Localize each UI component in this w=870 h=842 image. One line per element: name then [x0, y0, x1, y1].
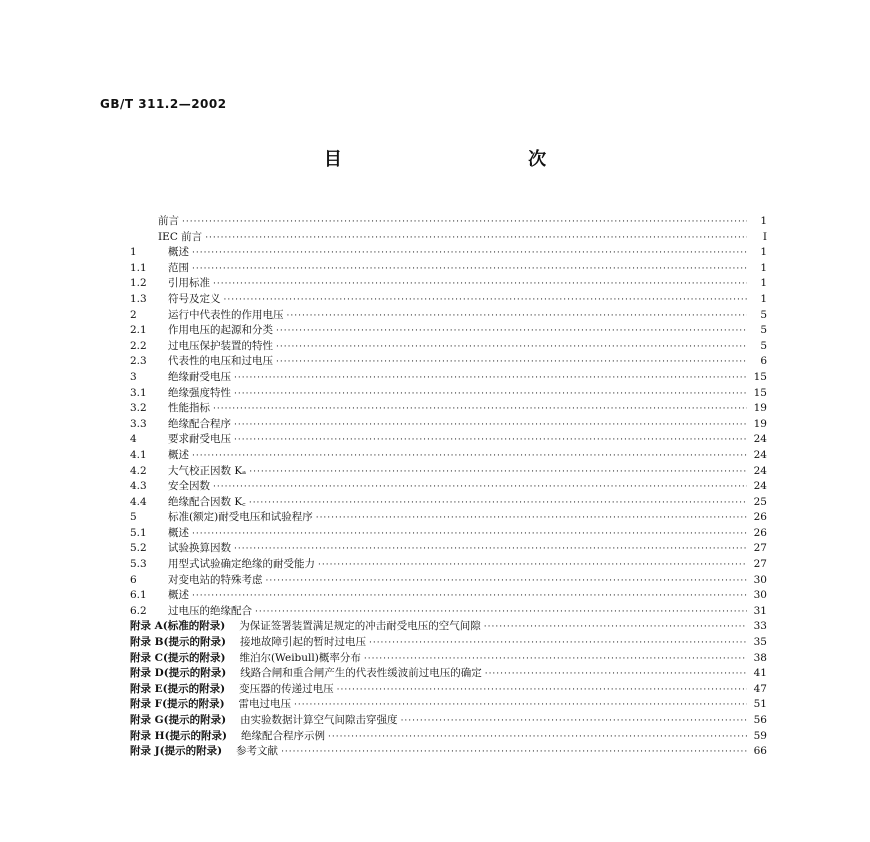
toc-entry-number: 附录 E(提示的附录) — [130, 682, 226, 695]
toc-dot-leader — [294, 698, 747, 714]
toc-entry-label: 变压器的传递过电压 — [239, 682, 334, 695]
toc-dot-leader — [234, 387, 747, 403]
toc-entry-page: I — [762, 230, 767, 243]
toc-entry-number: 附录 A(标准的附录) — [130, 620, 226, 633]
toc-entry-label: 参考文献 — [236, 745, 279, 758]
toc-entry[interactable] — [130, 697, 767, 713]
toc-dot-leader — [276, 324, 747, 340]
toc-dot-leader — [249, 496, 747, 512]
toc-entry-page: 24 — [753, 480, 767, 493]
toc-entry-label: 作用电压的起源和分类 — [168, 324, 273, 337]
toc-dot-leader — [337, 683, 747, 699]
toc-entry-page: 5 — [760, 324, 767, 337]
toc-entry[interactable] — [130, 276, 767, 292]
toc-entry-page: 24 — [753, 433, 767, 446]
toc-entry-page: 15 — [753, 370, 767, 383]
toc-entry[interactable] — [130, 401, 767, 417]
toc-dot-leader — [182, 215, 747, 231]
toc-entry[interactable] — [130, 495, 767, 511]
toc-dot-leader — [234, 542, 747, 558]
toc-entry-page: 47 — [753, 682, 767, 695]
toc-entry[interactable] — [130, 464, 767, 480]
toc-dot-leader — [328, 730, 747, 746]
toc-entry[interactable] — [130, 292, 767, 308]
toc-entry[interactable] — [130, 370, 767, 386]
toc-dot-leader — [281, 745, 747, 761]
toc-entry-number: 5 — [130, 511, 137, 524]
toc-entry-number: 6.1 — [130, 589, 147, 602]
toc-entry-number: 附录 C(提示的附录) — [130, 651, 226, 664]
toc-entry-page: 66 — [753, 745, 767, 758]
toc-entry-page: 15 — [753, 386, 767, 399]
toc-entry-label: 过电压保护装置的特性 — [168, 339, 273, 352]
toc-entry-number: 2.1 — [130, 324, 147, 337]
toc-entry-label: 试验换算因数 — [168, 542, 231, 555]
toc-dot-leader — [205, 231, 747, 247]
table-of-contents — [130, 214, 767, 760]
toc-entry-number: 2 — [130, 308, 137, 321]
toc-entry-label: 符号及定义 — [168, 292, 221, 305]
toc-entry-number: 6 — [130, 573, 137, 586]
toc-entry-page: 19 — [753, 402, 767, 415]
toc-dot-leader — [485, 667, 747, 683]
toc-entry-label: 对变电站的特殊考虑 — [168, 573, 263, 586]
toc-entry[interactable] — [130, 448, 767, 464]
toc-entry-label: 概述 — [168, 589, 189, 602]
toc-entry-page: 35 — [753, 636, 767, 649]
toc-entry[interactable] — [130, 635, 767, 651]
toc-entry-page: 41 — [753, 667, 767, 680]
toc-dot-leader — [192, 527, 747, 543]
toc-entry-number: 1 — [130, 246, 137, 259]
toc-entry[interactable] — [130, 245, 767, 261]
toc-dot-leader — [249, 465, 747, 481]
toc-entry-label: 概述 — [168, 246, 189, 259]
toc-entry-label: 线路合闸和重合闸产生的代表性缓波前过电压的确定 — [240, 667, 482, 680]
toc-dot-leader — [192, 589, 747, 605]
toc-entry-number: 附录 F(提示的附录) — [130, 698, 225, 711]
toc-entry-number: 6.2 — [130, 604, 147, 617]
toc-entry-label: 引用标准 — [168, 277, 210, 290]
toc-dot-leader — [369, 636, 747, 652]
toc-entry-page: 27 — [753, 542, 767, 555]
toc-entry-page: 26 — [753, 511, 767, 524]
toc-entry-number: 4.4 — [130, 495, 147, 508]
toc-entry-page: 27 — [753, 558, 767, 571]
toc-entry-number: 5.2 — [130, 542, 147, 555]
toc-entry-label: 大气校正因数 Kₐ — [168, 464, 247, 477]
toc-dot-leader — [287, 309, 748, 325]
toc-entry-page: 1 — [760, 292, 767, 305]
toc-entry-number: 附录 G(提示的附录) — [130, 714, 227, 726]
toc-entry-page: 33 — [753, 620, 767, 633]
toc-entry-page: 30 — [753, 589, 767, 602]
toc-entry-page: 24 — [753, 448, 767, 461]
toc-entry[interactable] — [130, 557, 767, 573]
toc-entry-page: 51 — [753, 698, 767, 711]
toc-entry[interactable] — [130, 323, 767, 339]
toc-entry[interactable] — [130, 386, 767, 402]
toc-entry-page: 56 — [753, 714, 767, 726]
toc-entry-number: 1.3 — [130, 292, 147, 305]
toc-entry-number: 1.2 — [130, 277, 147, 290]
toc-dot-leader — [276, 355, 747, 371]
toc-entry-label: 维泊尔(Weibull)概率分布 — [239, 651, 361, 664]
toc-entry-label: 用型式试验确定绝缘的耐受能力 — [168, 558, 315, 571]
toc-entry-label: 绝缘强度特性 — [168, 386, 231, 399]
toc-entry-number: 5.1 — [130, 526, 147, 539]
toc-entry-number: 附录 B(提示的附录) — [130, 636, 226, 649]
toc-entry-page: 59 — [753, 729, 767, 742]
toc-entry-page: 31 — [753, 604, 767, 617]
toc-entry-page: 1 — [760, 277, 767, 290]
toc-entry-page: 1 — [760, 215, 767, 227]
toc-entry[interactable] — [130, 604, 767, 620]
toc-entry-number: 3.2 — [130, 402, 147, 415]
toc-entry-page: 19 — [753, 417, 767, 430]
toc-entry[interactable] — [130, 573, 767, 589]
toc-entry-page: 6 — [760, 355, 767, 368]
toc-entry[interactable] — [130, 261, 767, 277]
toc-entry-label: 要求耐受电压 — [168, 433, 231, 446]
toc-dot-leader — [276, 340, 747, 356]
toc-entry-label: 性能指标 — [168, 402, 210, 415]
toc-entry-number: 2.2 — [130, 339, 147, 352]
toc-dot-leader — [401, 714, 747, 730]
toc-dot-leader — [266, 574, 748, 590]
toc-entry[interactable] — [130, 230, 767, 246]
toc-dot-leader — [364, 652, 747, 668]
toc-dot-leader — [224, 293, 748, 309]
toc-entry[interactable] — [130, 214, 767, 230]
toc-dot-leader — [318, 558, 747, 574]
toc-entry-page: 24 — [753, 464, 767, 477]
toc-entry-number: 4 — [130, 433, 137, 446]
toc-dot-leader — [255, 605, 747, 621]
toc-entry-number: 5.3 — [130, 558, 147, 571]
toc-entry[interactable] — [130, 510, 767, 526]
toc-entry-page: 25 — [753, 495, 767, 508]
toc-entry-label: 接地故障引起的暂时过电压 — [239, 636, 366, 649]
toc-entry-number: 4.2 — [130, 464, 147, 477]
toc-entry-number: 附录 D(提示的附录) — [130, 667, 227, 680]
toc-entry-page: 5 — [760, 339, 767, 352]
toc-entry-page: 30 — [753, 573, 767, 586]
toc-entry-label: 代表性的电压和过电压 — [168, 355, 273, 368]
toc-dot-leader — [192, 246, 747, 262]
toc-entry-number: 3.3 — [130, 417, 147, 430]
toc-entry-number: 4.3 — [130, 480, 147, 493]
toc-entry-page: 1 — [760, 261, 767, 274]
toc-dot-leader — [213, 277, 747, 293]
toc-entry[interactable] — [130, 526, 767, 542]
toc-entry[interactable] — [130, 354, 767, 370]
toc-entry-number: 3.1 — [130, 386, 147, 399]
document-code: GB/T 311.2—2002 — [100, 97, 227, 111]
toc-entry-label: 概述 — [168, 448, 189, 461]
toc-entry-page: 5 — [760, 308, 767, 321]
toc-entry-label: 范围 — [168, 261, 189, 274]
toc-entry-label: 绝缘耐受电压 — [168, 370, 231, 383]
toc-entry-number: 3 — [130, 370, 137, 383]
toc-entry-label: 概述 — [168, 526, 189, 539]
toc-entry-label: 标准(额定)耐受电压和试验程序 — [168, 511, 313, 524]
toc-dot-leader — [213, 480, 747, 496]
toc-entry[interactable] — [130, 666, 767, 682]
toc-entry[interactable] — [130, 417, 767, 433]
toc-entry-number: 附录 J(提示的附录) — [130, 745, 223, 758]
toc-entry[interactable] — [130, 339, 767, 355]
toc-entry[interactable] — [130, 588, 767, 604]
toc-entry[interactable] — [130, 479, 767, 495]
toc-entry-label: 由实验数据计算空气间隙击穿强度 — [240, 714, 398, 726]
toc-entry[interactable] — [130, 541, 767, 557]
toc-entry-number: 1.1 — [130, 261, 147, 274]
toc-entry[interactable] — [130, 308, 767, 324]
toc-entry[interactable] — [130, 682, 767, 698]
toc-entry-label: 运行中代表性的作用电压 — [168, 308, 284, 321]
toc-entry-label: 为保证签署装置满足规定的冲击耐受电压的空气间隙 — [239, 620, 481, 633]
toc-entry-label: 绝缘配合程序 — [168, 417, 231, 430]
toc-entry[interactable] — [130, 432, 767, 448]
toc-entry-label: 雷电过电压 — [238, 698, 292, 711]
toc-entry-number: 4.1 — [130, 448, 147, 461]
toc-entry[interactable] — [130, 729, 767, 745]
toc-entry-number: 2.3 — [130, 355, 147, 368]
toc-entry[interactable] — [130, 619, 767, 635]
toc-dot-leader — [484, 620, 747, 636]
toc-entry-number: 附录 H(提示的附录) — [130, 729, 228, 742]
toc-dot-leader — [234, 433, 747, 449]
toc-entry[interactable] — [130, 651, 767, 667]
toc-entry[interactable] — [130, 713, 767, 729]
page-title: 目 次 — [323, 149, 607, 170]
toc-entry[interactable] — [130, 744, 767, 760]
toc-dot-leader — [234, 371, 747, 387]
toc-dot-leader — [316, 511, 747, 527]
toc-dot-leader — [234, 418, 747, 434]
toc-entry-label: IEC 前言 — [158, 230, 203, 243]
toc-entry-label: 绝缘配合程序示例 — [241, 729, 326, 742]
toc-entry-page: 38 — [753, 651, 767, 664]
toc-entry-label: 绝缘配合因数 K꜀ — [168, 495, 246, 508]
toc-entry-label: 过电压的绝缘配合 — [168, 604, 252, 617]
toc-entry-label: 安全因数 — [168, 480, 210, 493]
toc-dot-leader — [192, 449, 747, 465]
toc-entry-page: 26 — [753, 526, 767, 539]
toc-entry-label: 前言 — [158, 215, 179, 227]
toc-entry-page: 1 — [760, 246, 767, 259]
toc-dot-leader — [192, 262, 747, 278]
toc-dot-leader — [213, 402, 747, 418]
